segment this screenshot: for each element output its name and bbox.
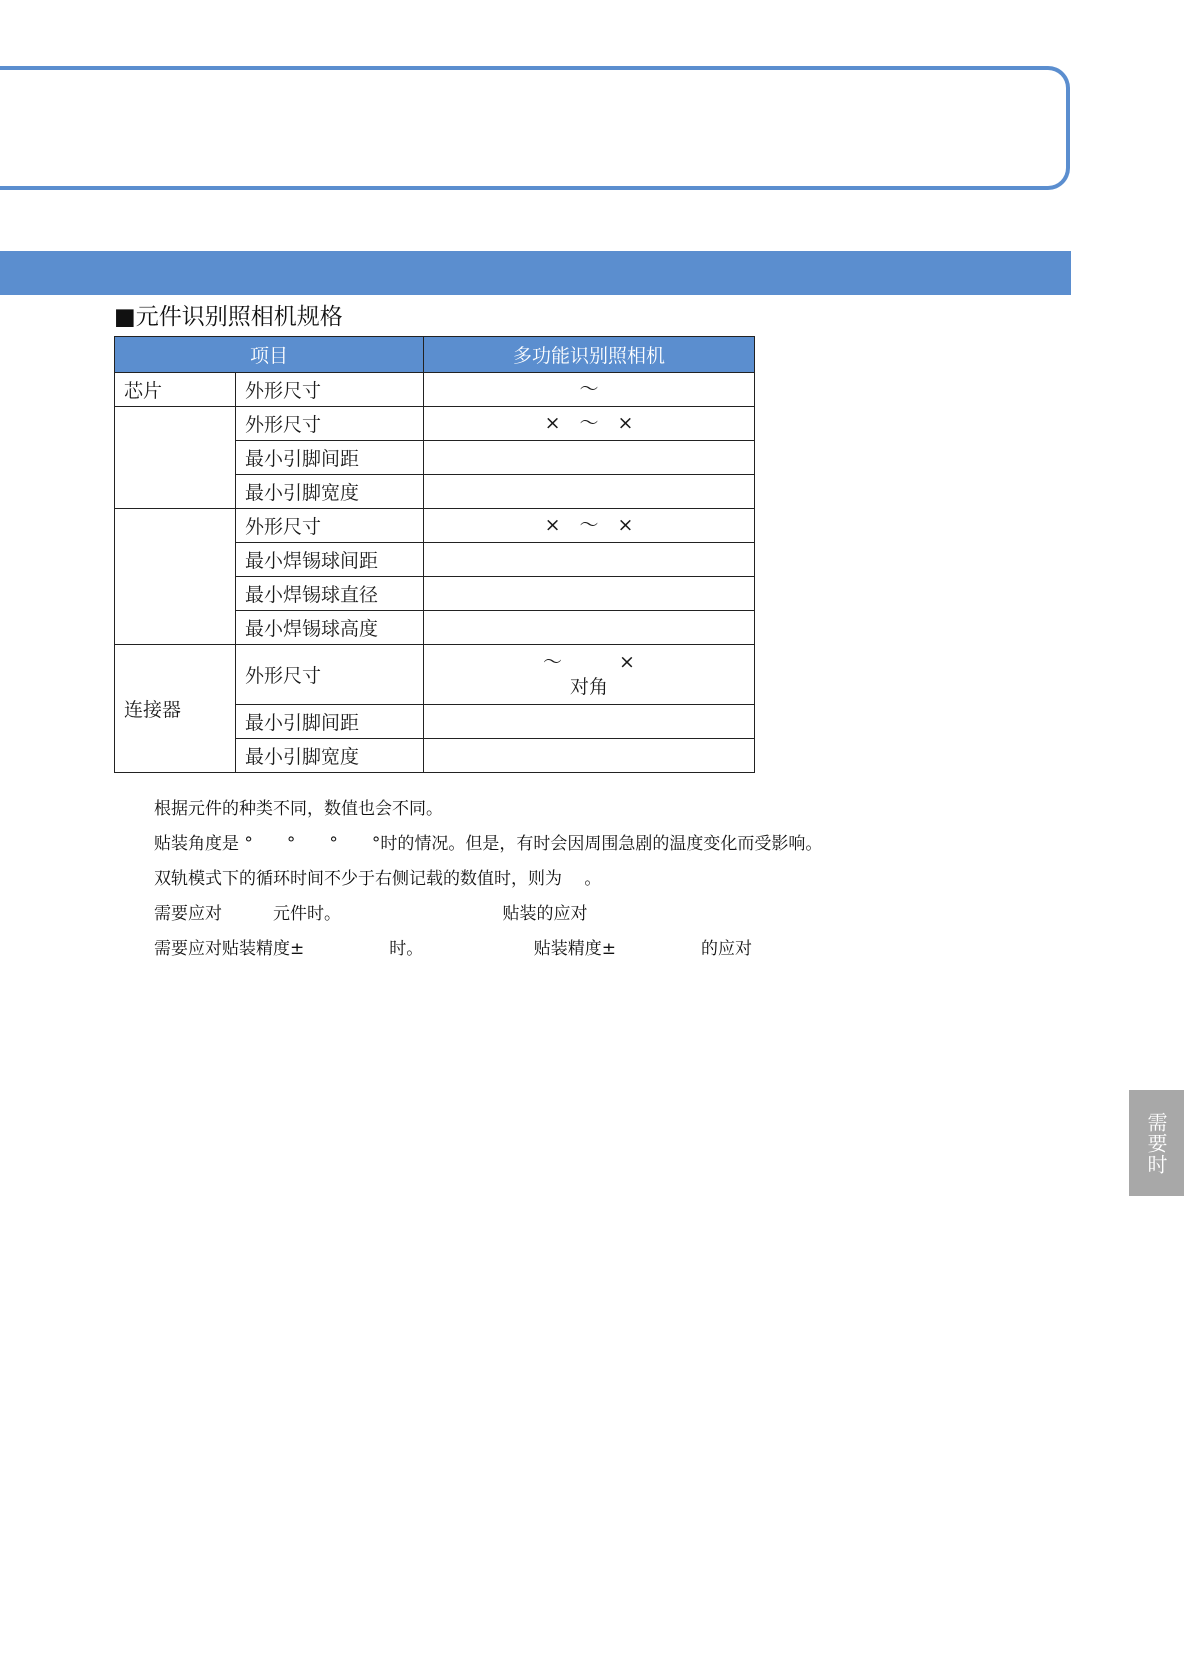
table-item-cell: 最小引脚宽度 — [236, 475, 424, 509]
table-item-cell: 最小焊锡球直径 — [236, 577, 424, 611]
table-value-cell — [424, 611, 755, 645]
side-index-tab[interactable] — [1129, 1090, 1184, 1196]
table-item-cell: 外形尺寸 — [236, 373, 424, 407]
table-value-cell: × ～ × — [424, 407, 755, 441]
footnote: 贴装角度是 ° ° ° °时的情况。但是，有时会因周围急剧的温度变化而受影响。 — [154, 834, 823, 854]
table-row — [115, 407, 755, 441]
table-value-cell: ～ — [424, 373, 755, 407]
section-title: ■元件识别照相机规格 — [114, 304, 343, 330]
table-group-cell — [115, 407, 236, 509]
table-value-cell — [424, 705, 755, 739]
table-header-camera: 多功能识别照相机 — [424, 337, 755, 373]
header-frame — [0, 66, 1070, 190]
table-value-cell — [424, 441, 755, 475]
table-item-cell: 最小焊锡球高度 — [236, 611, 424, 645]
spec-table — [114, 336, 755, 773]
table-value-cell — [424, 739, 755, 773]
table-value-cell: × ～ × — [424, 509, 755, 543]
table-group-cell — [115, 509, 236, 645]
table-item-cell: 最小焊锡球间距 — [236, 543, 424, 577]
table-value-cell — [424, 577, 755, 611]
table-value-cell — [424, 543, 755, 577]
footnote: 双轨模式下的循环时间不少于右侧记载的数值时，则为 。 — [154, 869, 602, 889]
footnote: 需要应对 元件时。 贴装的应对 — [154, 904, 588, 924]
section-bar — [0, 251, 1071, 295]
table-row — [115, 645, 755, 705]
table-item-cell: 最小引脚宽度 — [236, 739, 424, 773]
table-item-cell: 外形尺寸 — [236, 509, 424, 543]
table-item-cell: 最小引脚间距 — [236, 705, 424, 739]
table-header-row — [115, 337, 755, 373]
table-item-cell: 最小引脚间距 — [236, 441, 424, 475]
footnote: 需要应对贴装精度± 时。 贴装精度± 的应对 — [154, 939, 752, 959]
footnote: 根据元件的种类不同，数值也会不同。 — [154, 799, 443, 819]
table-row — [115, 509, 755, 543]
table-value-cell — [424, 475, 755, 509]
table-group-cell: 连接器 — [115, 645, 236, 773]
table-item-cell: 外形尺寸 — [236, 645, 424, 705]
table-item-cell: 外形尺寸 — [236, 407, 424, 441]
table-value-cell: ～ × 对角 — [424, 645, 755, 705]
footnotes — [154, 798, 822, 973]
side-tab-label: 需要时 — [1144, 1111, 1168, 1175]
table-header-item: 项目 — [115, 337, 424, 373]
table-group-cell: 芯片 — [115, 373, 236, 407]
table-row — [115, 373, 755, 407]
